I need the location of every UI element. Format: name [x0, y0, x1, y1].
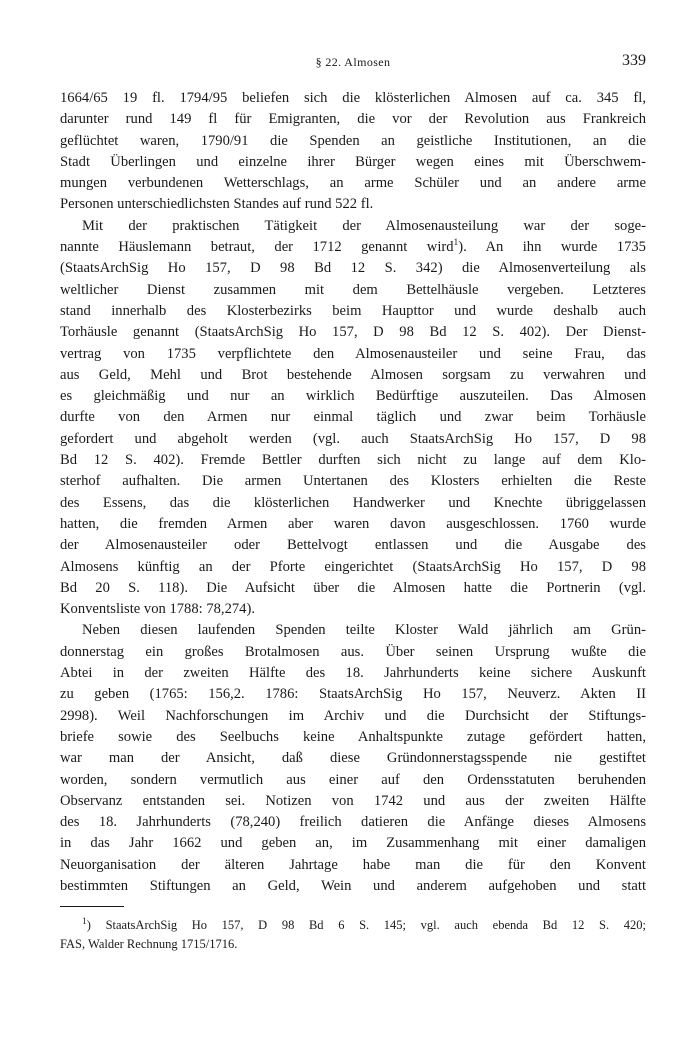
body-line-text: Torhäusle genannt (StaatsArchSig Ho 157, D 98 Bd 12 S. 402). Der Dienst- — [60, 324, 646, 341]
body-line — [60, 514, 646, 535]
body-line-text: in das Jahr 1662 und geben an, im Zusammenhang mit einer damaligen — [60, 835, 646, 852]
body-line — [60, 833, 646, 854]
body-line-text: (StaatsArchSig Ho 157, D 98 Bd 12 S. 342) die Almosenverteilung als — [60, 260, 646, 277]
body-line — [60, 88, 646, 109]
body-line-text: vertrag von 1735 verpflichtete den Almosenausteiler und seine Frau, das — [60, 345, 646, 362]
body-line — [60, 791, 646, 812]
body-line — [60, 152, 646, 173]
footnotes — [60, 916, 646, 954]
body-line — [60, 344, 646, 365]
section-title: § 22. Almosen — [315, 55, 391, 69]
body-line-text: darunter rund 149 fl für Emigranten, die vor der Revolution aus Frankreich — [60, 111, 646, 128]
body-line — [60, 706, 646, 727]
page-number: 339 — [622, 52, 646, 69]
footnote-marker-paren: ) — [86, 918, 106, 932]
body-line — [60, 258, 646, 279]
body-line — [60, 599, 646, 620]
body-line-text: donnerstag ein großes Brotalmosen aus. Über seinen Ursprung wußte die — [60, 643, 646, 660]
body-line-text: hatten, die fremden Armen aber waren davon ausgeschlossen. 1760 wurde — [60, 515, 646, 532]
body-line-text: zu geben (1765: 156,2. 1786: StaatsArchSig Ho 157, Neuverz. Akten II — [60, 686, 646, 703]
body-line — [60, 194, 646, 215]
body-line-text: aus Geld, Mehl und Brot bestehende Almosen sorgsam zu verwahren und — [60, 366, 646, 383]
body-line-text: des Essens, das die klösterlichen Handwerker und Knechte übriggelassen — [60, 494, 646, 511]
body-line — [60, 450, 646, 471]
body-line — [60, 407, 646, 428]
body-line-text: Neuorganisation der älteren Jahrtage habe man die für den Konvent — [60, 856, 646, 873]
body-line — [60, 386, 646, 407]
footnote-divider — [60, 906, 124, 907]
body-line — [60, 557, 646, 578]
body-line-text: sterhof aufhalten. Die armen Untertanen des Klosters erhielten die Reste — [60, 473, 646, 490]
body-line-text: Almosens künftig an der Pforte eingerichtet (StaatsArchSig Ho 157, D 98 — [60, 558, 646, 575]
body-line-text: nannte Häuslemann betraut, der 1712 genannt wird — [60, 239, 454, 256]
body-line — [60, 578, 646, 599]
body-line-text: Personen unterschiedlichsten Standes auf rund 522 fl. — [60, 196, 374, 213]
body-line-text-after: ). An ihn wurde 1735 — [458, 239, 646, 256]
body-line-text: des 18. Jahrhunderts (78,240) freilich datieren die Anfänge dieses Almosens — [60, 814, 646, 831]
footnote-marker: 1 — [82, 916, 87, 927]
body-line-text: Observanz entstanden sei. Notizen von 1742 und aus der zweiten Hälfte — [60, 792, 646, 809]
body-line — [60, 748, 646, 769]
body-line — [60, 812, 646, 833]
body-line — [60, 471, 646, 492]
body-line — [60, 429, 646, 450]
body-line — [60, 770, 646, 791]
body-line — [60, 684, 646, 705]
body-text — [60, 88, 646, 897]
body-line — [60, 620, 646, 641]
body-line-text: 1664/65 19 fl. 1794/95 beliefen sich die klösterlichen Almosen auf ca. 345 fl, — [60, 90, 646, 106]
body-line — [60, 876, 646, 897]
body-line-text: Abtei in der zweiten Hälfte des 18. Jahrhunderts keine sichere Auskunft — [60, 665, 646, 682]
body-line-text: Mit der praktischen Tätigkeit der Almosenausteilung war der soge- — [82, 217, 646, 234]
body-line-text: worden, sondern vermutlich aus einer auf den Ordensstatuten beruhenden — [60, 771, 646, 788]
body-line-text: mungen verbundenen Wetterschlags, an arme Schüler und an andere arme — [60, 175, 646, 192]
body-line — [60, 727, 646, 748]
body-line-text: briefe sowie des Seelbuchs keine Anhaltspunkte zutage gefördert hatten, — [60, 728, 646, 745]
footnote-line — [60, 916, 646, 935]
body-line-text: Neben diesen laufenden Spenden teilte Kloster Wald jährlich am Grün- — [82, 622, 646, 639]
body-line — [60, 237, 646, 258]
body-line-text: es gleichmäßig und nur an wirklich Bedürftige auszuteilen. Das Almosen — [60, 388, 646, 405]
body-line — [60, 663, 646, 684]
footnote-line-text: StaatsArchSig Ho 157, D 98 Bd 6 S. 145; vgl. auch ebenda Bd 12 S. 420; — [105, 918, 646, 932]
body-line-text: stand innerhalb des Klosterbezirks beim Haupttor und wurde deshalb auch — [60, 302, 646, 319]
body-line-text: war man der Ansicht, daß diese Gründonnerstagsspende nie gestiftet — [60, 750, 646, 767]
body-line-text: Bd 20 S. 118). Die Aufsicht über die Almosen hatte die Portnerin (vgl. — [60, 579, 646, 596]
body-line — [60, 216, 646, 237]
body-line — [60, 642, 646, 663]
body-line — [60, 131, 646, 152]
body-line — [60, 535, 646, 556]
body-line-text: durfte von den Armen nur einmal täglich und zwar beim Torhäusle — [60, 409, 646, 426]
body-line-text: geflüchtet waren, 1790/91 die Spenden an geistliche Institutionen, an die — [60, 132, 646, 149]
body-line — [60, 173, 646, 194]
body-line — [60, 109, 646, 130]
body-line-text: gefordert und abgeholt werden (vgl. auch StaatsArchSig Ho 157, D 98 — [60, 430, 646, 447]
body-line-text: Stadt Überlingen und einzelne ihrer Bürger wegen eines mit Überschwem- — [60, 153, 646, 170]
body-line-text: bestimmten Stiftungen an Geld, Wein und anderem aufgehoben und statt — [60, 877, 646, 894]
body-line-text: Bd 12 S. 402). Fremde Bettler durften sich nicht zu lange auf dem Klo- — [60, 452, 646, 469]
running-head — [60, 52, 646, 72]
body-line-text: 2998). Weil Nachforschungen im Archiv und die Durchsicht der Stiftungs- — [60, 707, 646, 724]
body-line-text: Konventsliste von 1788: 78,274). — [60, 601, 255, 618]
body-line — [60, 322, 646, 343]
body-line-text: weltlicher Dienst zusammen mit dem Bettelhäusle vergeben. Letzteres — [60, 281, 646, 298]
body-line — [60, 365, 646, 386]
footnote-line — [60, 935, 646, 954]
body-line — [60, 855, 646, 876]
footnote-reference: 1 — [453, 238, 459, 249]
body-line — [60, 301, 646, 322]
footnote-line-text: FAS, Walder Rechnung 1715/1716. — [60, 937, 238, 951]
body-line-text: der Almosenausteiler oder Bettelvogt entlassen und die Ausgabe des — [60, 537, 646, 554]
body-line — [60, 280, 646, 301]
body-line — [60, 493, 646, 514]
